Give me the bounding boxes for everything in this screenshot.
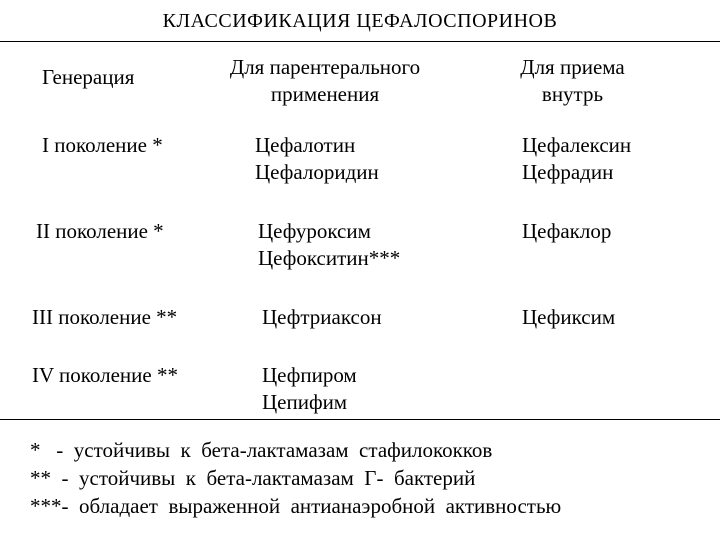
row-4-generation: IV поколение ** — [32, 363, 178, 387]
header-oral-line1: Для приема — [520, 55, 625, 79]
header-generation: Генерация — [42, 65, 135, 89]
bottom-divider — [0, 419, 720, 420]
top-divider — [0, 41, 720, 42]
row-3-parenteral — [262, 304, 382, 331]
row-2-generation: II поколение * — [36, 219, 164, 243]
row-4-parenteral-drug-1: Цефпиром — [262, 363, 357, 387]
footnote-3: ***- обладает выраженной антианаэробной активностью — [30, 494, 562, 518]
row-2-parenteral — [258, 218, 400, 272]
row-1-parenteral — [255, 132, 379, 186]
header-oral — [480, 54, 665, 108]
row-1-parenteral-drug-1: Цефалотин — [255, 133, 356, 157]
row-1-oral-drug-2: Цефрадин — [522, 160, 614, 184]
header-parenteral — [190, 54, 460, 108]
row-3-oral-drug-1: Цефиксим — [522, 305, 616, 329]
row-2-parenteral-drug-2: Цефокситин*** — [258, 246, 401, 270]
footnote-1: * - устойчивы к бета-лактамазам стафилококков — [30, 438, 493, 462]
row-2-oral-drug-1: Цефаклор — [522, 219, 612, 243]
row-3-oral — [522, 304, 615, 331]
row-2-oral — [522, 218, 611, 245]
row-4-parenteral-drug-2: Цепифим — [262, 390, 348, 414]
row-4-parenteral — [262, 362, 357, 416]
row-1-generation: I поколение * — [42, 133, 163, 157]
footnotes — [30, 436, 561, 520]
row-1-oral-drug-1: Цефалексин — [522, 133, 632, 157]
row-3-parenteral-drug-1: Цефтриаксон — [262, 305, 382, 329]
footnote-2: ** - устойчивы к бета-лактамазам Г- бактерий — [30, 466, 476, 490]
row-1-parenteral-drug-2: Цефалоридин — [255, 160, 379, 184]
row-3-generation: III поколение ** — [32, 305, 178, 329]
row-1-oral — [522, 132, 631, 186]
page-title: КЛАССИФИКАЦИЯ ЦЕФАЛОСПОРИНОВ — [162, 10, 558, 32]
row-2-parenteral-drug-1: Цефуроксим — [258, 219, 371, 243]
header-parenteral-line1: Для парентерального — [229, 55, 421, 79]
header-parenteral-line2: применения — [270, 82, 380, 106]
header-oral-line2: внутрь — [541, 82, 604, 106]
